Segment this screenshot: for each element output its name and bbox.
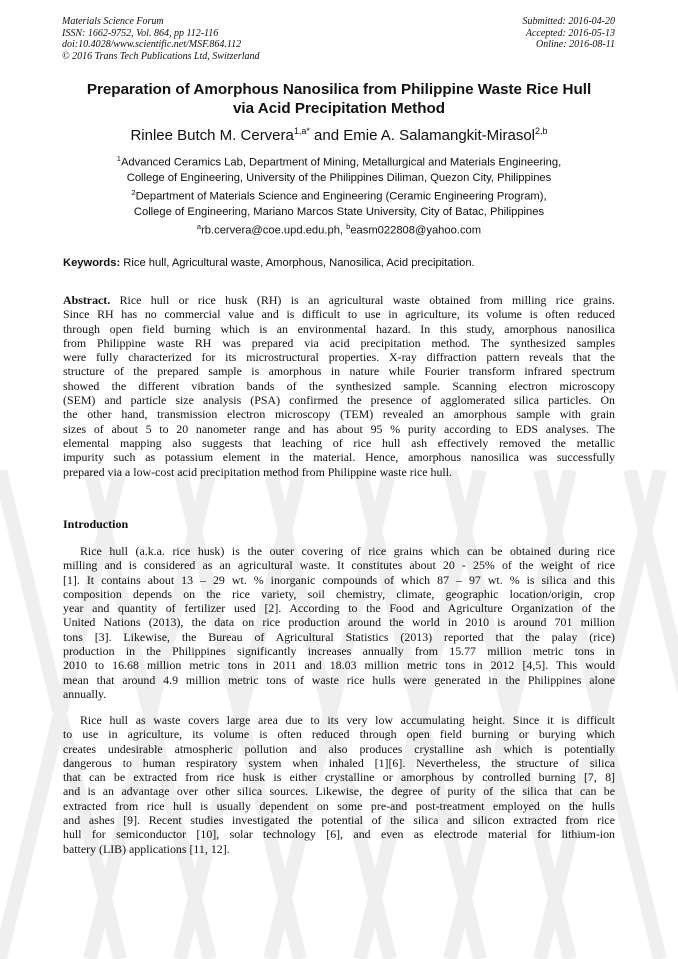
email-b-marker: b: [346, 222, 351, 231]
paragraph-line: dangerous to human respiratory system when inhaled [1][6]. Nevertheless, the structure of silica: [63, 755, 615, 770]
paragraph-line: year and quantity of fertilizer used [2]. According to the Food and Agriculture Organization of the: [63, 601, 615, 616]
affiliation-2-line-2: College of Engineering, Mariano Marcos State University, City of Batac, Philippines: [133, 205, 545, 218]
doi-link[interactable]: doi:10.4028/www.scientific.net/MSF.864.112: [62, 39, 242, 50]
online-date: Online: 2016-08-11: [536, 39, 615, 50]
author-list: [40, 122, 638, 145]
author-1-affiliation: 1,a*: [293, 126, 310, 136]
abstract-line: through open field burning which is an environmental hazard. In this study, amorphous nanosilica: [63, 321, 615, 336]
affiliation-1-line-1: Advanced Ceramics Lab, Department of Mining, Metallurgical and Materials Engineering,: [120, 156, 562, 169]
copyright: © 2016 Trans Tech Publications Ltd, Switzerland: [62, 50, 260, 62]
introduction-paragraph-1: [63, 544, 615, 701]
affiliation-2-line-1: Department of Materials Science and Engineering (Ceramic Engineering Program),: [135, 190, 547, 203]
abstract-line: from Philippine waste RH was prepared via acid precipitation method. The synthesized samples: [63, 335, 615, 350]
title-line-1: Preparation of Amorphous Nanosilica from Philippine Waste Rice Hull: [86, 81, 592, 98]
submission-dates: [523, 16, 616, 51]
submitted-date: Submitted: 2016-04-20: [522, 16, 615, 27]
keywords-label: Keywords:: [63, 257, 121, 269]
abstract-line: prepared via a low-cost acid precipitation method from Philippine waste rice hull.: [63, 464, 452, 479]
paragraph-line: tons [3]. Likewise, the Bureau of Agricultural Statistics (2013) reported that the palay (rice): [63, 629, 615, 644]
paragraph-line: that can be extracted from rice husk is either crystalline or amorphous by controlled burning [7, 8]: [63, 770, 615, 785]
title-line-2: via Acid Precipitation Method: [232, 100, 446, 117]
abstract-line: (SEM) and particle size analysis (PSA) confirmed the presence of agglomerated silica particles. On: [63, 393, 615, 408]
affiliation-2-marker: 2: [131, 188, 136, 197]
paragraph-line: [1]. It contains about 13 – 29 wt. % inorganic compounds of which 87 – 97 wt. % is silica and this: [63, 572, 615, 587]
abstract-line: elemental mapping also suggests that leaching of rice hull ash effectively removed the metallic: [63, 435, 615, 450]
keywords-text: Rice hull, Agricultural waste, Amorphous, Nanosilica, Acid precipitation.: [120, 257, 475, 269]
email-b[interactable]: easm022808@yahoo.com: [350, 224, 482, 237]
abstract-line: the other hand, transmission electron microscopy (TEM) revealed an amorphous sample with grain: [63, 407, 615, 422]
paragraph-line: and ashes [9]. Recent studies investigated the potential of the silica and silicon extracted from rice: [63, 813, 615, 828]
abstract-line: sizes of about 5 to 20 nanometer range and has about 95 % purity according to EDS analyses. The: [63, 421, 615, 436]
abstract-label: Abstract.: [63, 293, 111, 307]
paper-title: [40, 80, 638, 118]
paragraph-line: composition depends on the rice variety, soil chemistry, climate, geographic location/origin, crop: [63, 586, 615, 601]
author-2: Emie A. Salamangkit-Mirasol: [343, 127, 535, 144]
section-heading-introduction: Introduction: [63, 517, 129, 531]
email-a-marker: a: [196, 222, 202, 231]
paragraph-line: hull for semiconductor [10], solar technology [6], and even as electrode material for lithium-ion: [63, 827, 615, 842]
introduction-paragraph-2: [63, 713, 615, 856]
abstract-line: Since RH has no commercial value and is difficult to use in agriculture, its volume is often reduced: [63, 307, 615, 322]
paragraph-line: annually.: [63, 686, 107, 701]
abstract-line: showed the different vibration bands of the synthesized sample. Scanning electron microscopy: [63, 378, 615, 393]
paragraph-line: creates undesirable atmospheric pollution and also produces crystalline ash which is potentially: [63, 741, 615, 756]
accepted-date: Accepted: 2016-05-13: [525, 27, 615, 39]
affiliation-2: [40, 185, 638, 220]
keywords: [63, 256, 615, 271]
paragraph-line: to use in agriculture, its volume is often reduced through open field burning or burying which: [63, 727, 615, 742]
journal-issn: ISSN: 1662-9752, Vol. 864, pp 112-116: [62, 27, 219, 39]
author-joiner: and: [309, 127, 344, 144]
author-emails: [40, 219, 638, 239]
paragraph-line: production in the Philippines significantly increases annually from 15.77 million metric tons in: [63, 644, 615, 659]
affiliation-1: [40, 151, 638, 186]
author-2-affiliation: 2,b: [535, 126, 548, 136]
journal-name: Materials Science Forum: [62, 16, 164, 27]
abstract: [63, 293, 615, 479]
paragraph-line: milling and is considered as an agricultural waste. It constitutes about 20 - 25% of the weight of rice: [63, 558, 615, 573]
paragraph-line: and is an advantage over other silica sources. Likewise, the degree of purity of the silica that can be: [63, 784, 615, 799]
abstract-line: impurity such as potassium element in the material. Hence, amorphous nanosilica was successfully: [63, 450, 615, 465]
abstract-line: structure of the prepared sample is amorphous in nature while Fourier transform infrared spectrum: [63, 364, 615, 379]
paragraph-line: battery (LIB) applications [11, 12].: [63, 841, 230, 856]
author-1: Rinlee Butch M. Cervera: [130, 127, 294, 144]
paragraph-line: extracted from rice hull is usually dependent on some pre-and post-treatment employed on the hulls: [63, 798, 615, 813]
paragraph-line: United Nations (2013), the data on rice production around the world in 2010 is around 701 million: [63, 615, 615, 630]
paragraph-line: mean that around 4.9 million metric tons of waste rice hulls were generated in the Philippines alone: [63, 672, 615, 687]
email-a[interactable]: rb.cervera@coe.upd.edu.ph,: [201, 224, 347, 237]
paragraph-line: Rice hull as waste covers large area due to its very low accumulating height. Since it is difficult: [80, 713, 615, 727]
abstract-line: Abstract. Rice hull or rice husk (RH) is an agricultural waste obtained from milling rice grains.: [63, 293, 615, 307]
affiliation-1-line-2: College of Engineering, University of the Philippines Diliman, Quezon City, Philippines: [126, 171, 552, 184]
affiliation-1-marker: 1: [116, 154, 121, 163]
paragraph-line: 2010 to 16.68 million metric tons in 2011 and 18.03 million metric tons in 2012 [4,5]. This would: [63, 658, 615, 673]
journal-info: [62, 16, 260, 62]
abstract-line: were fully characterized for its microstructural properties. X-ray diffraction pattern reveals that the: [63, 350, 615, 365]
paragraph-line: Rice hull (a.k.a. rice husk) is the outer covering of rice grains which can be obtained during rice: [80, 544, 615, 558]
